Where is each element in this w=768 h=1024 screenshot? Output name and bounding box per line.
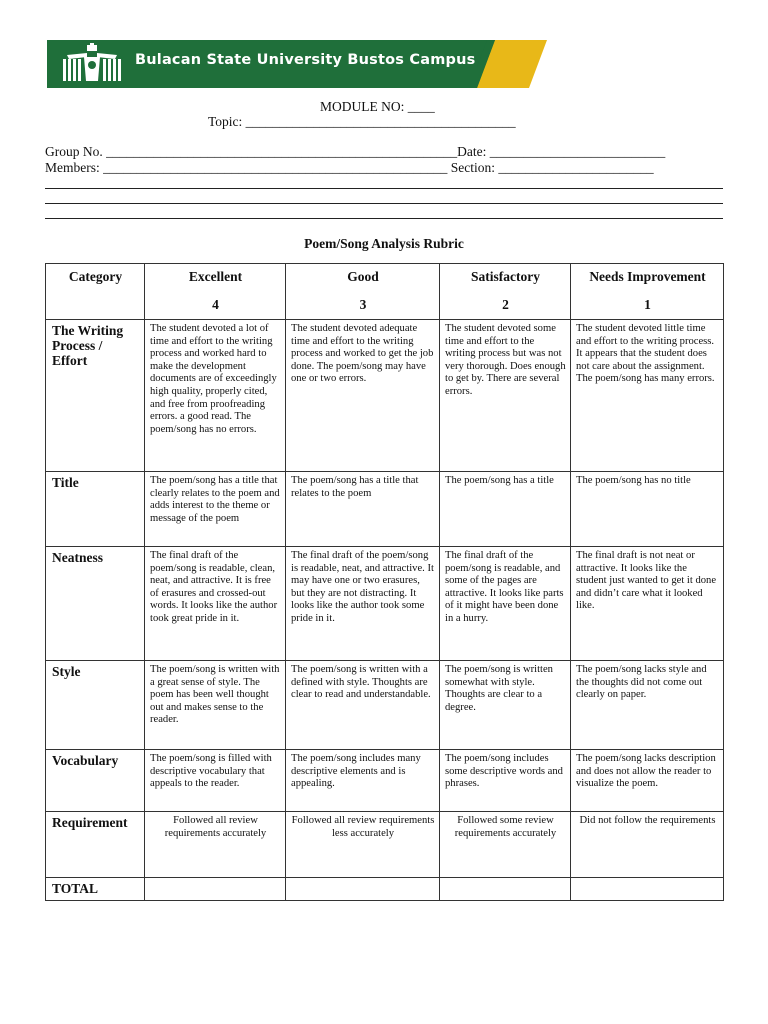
criteria-cell: Followed all review requirements accurately — [145, 812, 286, 878]
category-cell: Title — [46, 472, 145, 547]
criteria-cell: The poem/song is written with a great sense of style. The poem has been well thought out and makes sense to the reader. — [145, 661, 286, 750]
column-header-satisfactory: Satisfactory 2 — [440, 264, 571, 320]
criteria-cell: The poem/song has a title that clearly relates to the poem and adds interest to the theme or message of the poem — [145, 472, 286, 547]
column-header-needs-improvement: Needs Improvement 1 — [571, 264, 724, 320]
blank-line — [45, 188, 723, 189]
total-label: TOTAL — [46, 878, 145, 901]
banner-yellow-stripe — [477, 40, 547, 88]
table-row — [46, 547, 724, 661]
category-cell: Vocabulary — [46, 750, 145, 812]
table-row — [46, 661, 724, 750]
total-cell-good[interactable] — [286, 878, 440, 901]
criteria-cell: The final draft of the poem/song is readable, clean, neat, and attractive. It is free of erasures and crossed-out words. It looks like the author took great pride in it. — [145, 547, 286, 661]
criteria-cell: The student devoted some time and effort to the writing process but was not very thorough. Does enough to get by. There are several errors. — [440, 320, 571, 472]
criteria-cell: The poem/song has a title — [440, 472, 571, 547]
criteria-cell: The poem/song is written somewhat with style. Thoughts are clear to a degree. — [440, 661, 571, 750]
criteria-cell: The final draft is not neat or attractive. It looks like the student just wanted to get it done and didn’t care what it looked like. — [571, 547, 724, 661]
rubric-title: Poem/Song Analysis Rubric — [304, 236, 464, 251]
total-row — [46, 878, 724, 901]
criteria-cell: The student devoted little time and effort to the writing process. It appears that the student does not care about the assignment. The poem/song has many errors. — [571, 320, 724, 472]
blank-line — [45, 203, 723, 204]
category-cell: The Writing Process / Effort — [46, 320, 145, 472]
column-header-good: Good 3 — [286, 264, 440, 320]
criteria-cell: The final draft of the poem/song is readable, and some of the pages are attractive. It looks like parts of it might have been done in a hurry. — [440, 547, 571, 661]
table-row — [46, 472, 724, 547]
topic-field[interactable]: Topic: ________________________________________ — [208, 114, 516, 129]
total-cell-needs-improvement[interactable] — [571, 878, 724, 901]
blank-line — [45, 218, 723, 219]
score-value: 2 — [502, 297, 509, 312]
category-cell: Neatness — [46, 547, 145, 661]
column-header-excellent: Excellent 4 — [145, 264, 286, 320]
university-name: Bulacan State University Bustos Campus — [135, 52, 476, 68]
criteria-cell: The poem/song has a title that relates to the poem — [286, 472, 440, 547]
criteria-cell: Did not follow the requirements — [571, 812, 724, 878]
header-row — [46, 264, 724, 320]
group-date-field[interactable]: Group No. ____________________________________________________Date: __________________________ — [45, 144, 666, 159]
criteria-cell: The poem/song includes some descriptive words and phrases. — [440, 750, 571, 812]
criteria-cell: The poem/song lacks style and the thoughts did not come out clearly on paper. — [571, 661, 724, 750]
category-cell: Requirement — [46, 812, 145, 878]
score-value: 4 — [212, 297, 219, 312]
criteria-cell: The final draft of the poem/song is readable, neat, and attractive. It may have one or two erasures, but they are not distracting. It looks like the author took some pride in it. — [286, 547, 440, 661]
criteria-cell: The student devoted a lot of time and effort to the writing process and worked hard to make the development documents are of exceedingly high quality, properly cited, and free from proofreading errors. a good read. The poem/song has no errors. — [145, 320, 286, 472]
university-banner — [47, 40, 547, 88]
category-cell: Style — [46, 661, 145, 750]
criteria-cell: Followed some review requirements accurately — [440, 812, 571, 878]
criteria-cell: The poem/song has no title — [571, 472, 724, 547]
total-cell-excellent[interactable] — [145, 878, 286, 901]
module-number-field[interactable]: MODULE NO: ____ — [320, 99, 435, 114]
criteria-cell: The poem/song includes many descriptive elements and is appealing. — [286, 750, 440, 812]
table-row — [46, 812, 724, 878]
column-header-category: Category — [46, 264, 145, 320]
table-row — [46, 320, 724, 472]
total-cell-satisfactory[interactable] — [440, 878, 571, 901]
university-seal-icon — [57, 43, 127, 85]
table-row — [46, 750, 724, 812]
criteria-cell: Followed all review requirements less accurately — [286, 812, 440, 878]
criteria-cell: The poem/song is filled with descriptive vocabulary that appeals to the reader. — [145, 750, 286, 812]
score-value: 1 — [644, 297, 651, 312]
criteria-cell: The student devoted adequate time and effort to the writing process and worked to get the job done. The poem/song may have one or two errors. — [286, 320, 440, 472]
members-section-field[interactable]: Members: ___________________________________________________ Section: _______________________ — [45, 160, 654, 175]
score-value: 3 — [359, 297, 367, 312]
criteria-cell: The poem/song is written with a defined with style. Thoughts are clear to read and understandable. — [286, 661, 440, 750]
rubric-table — [45, 263, 724, 901]
criteria-cell: The poem/song lacks description and does not allow the reader to visualize the poem. — [571, 750, 724, 812]
